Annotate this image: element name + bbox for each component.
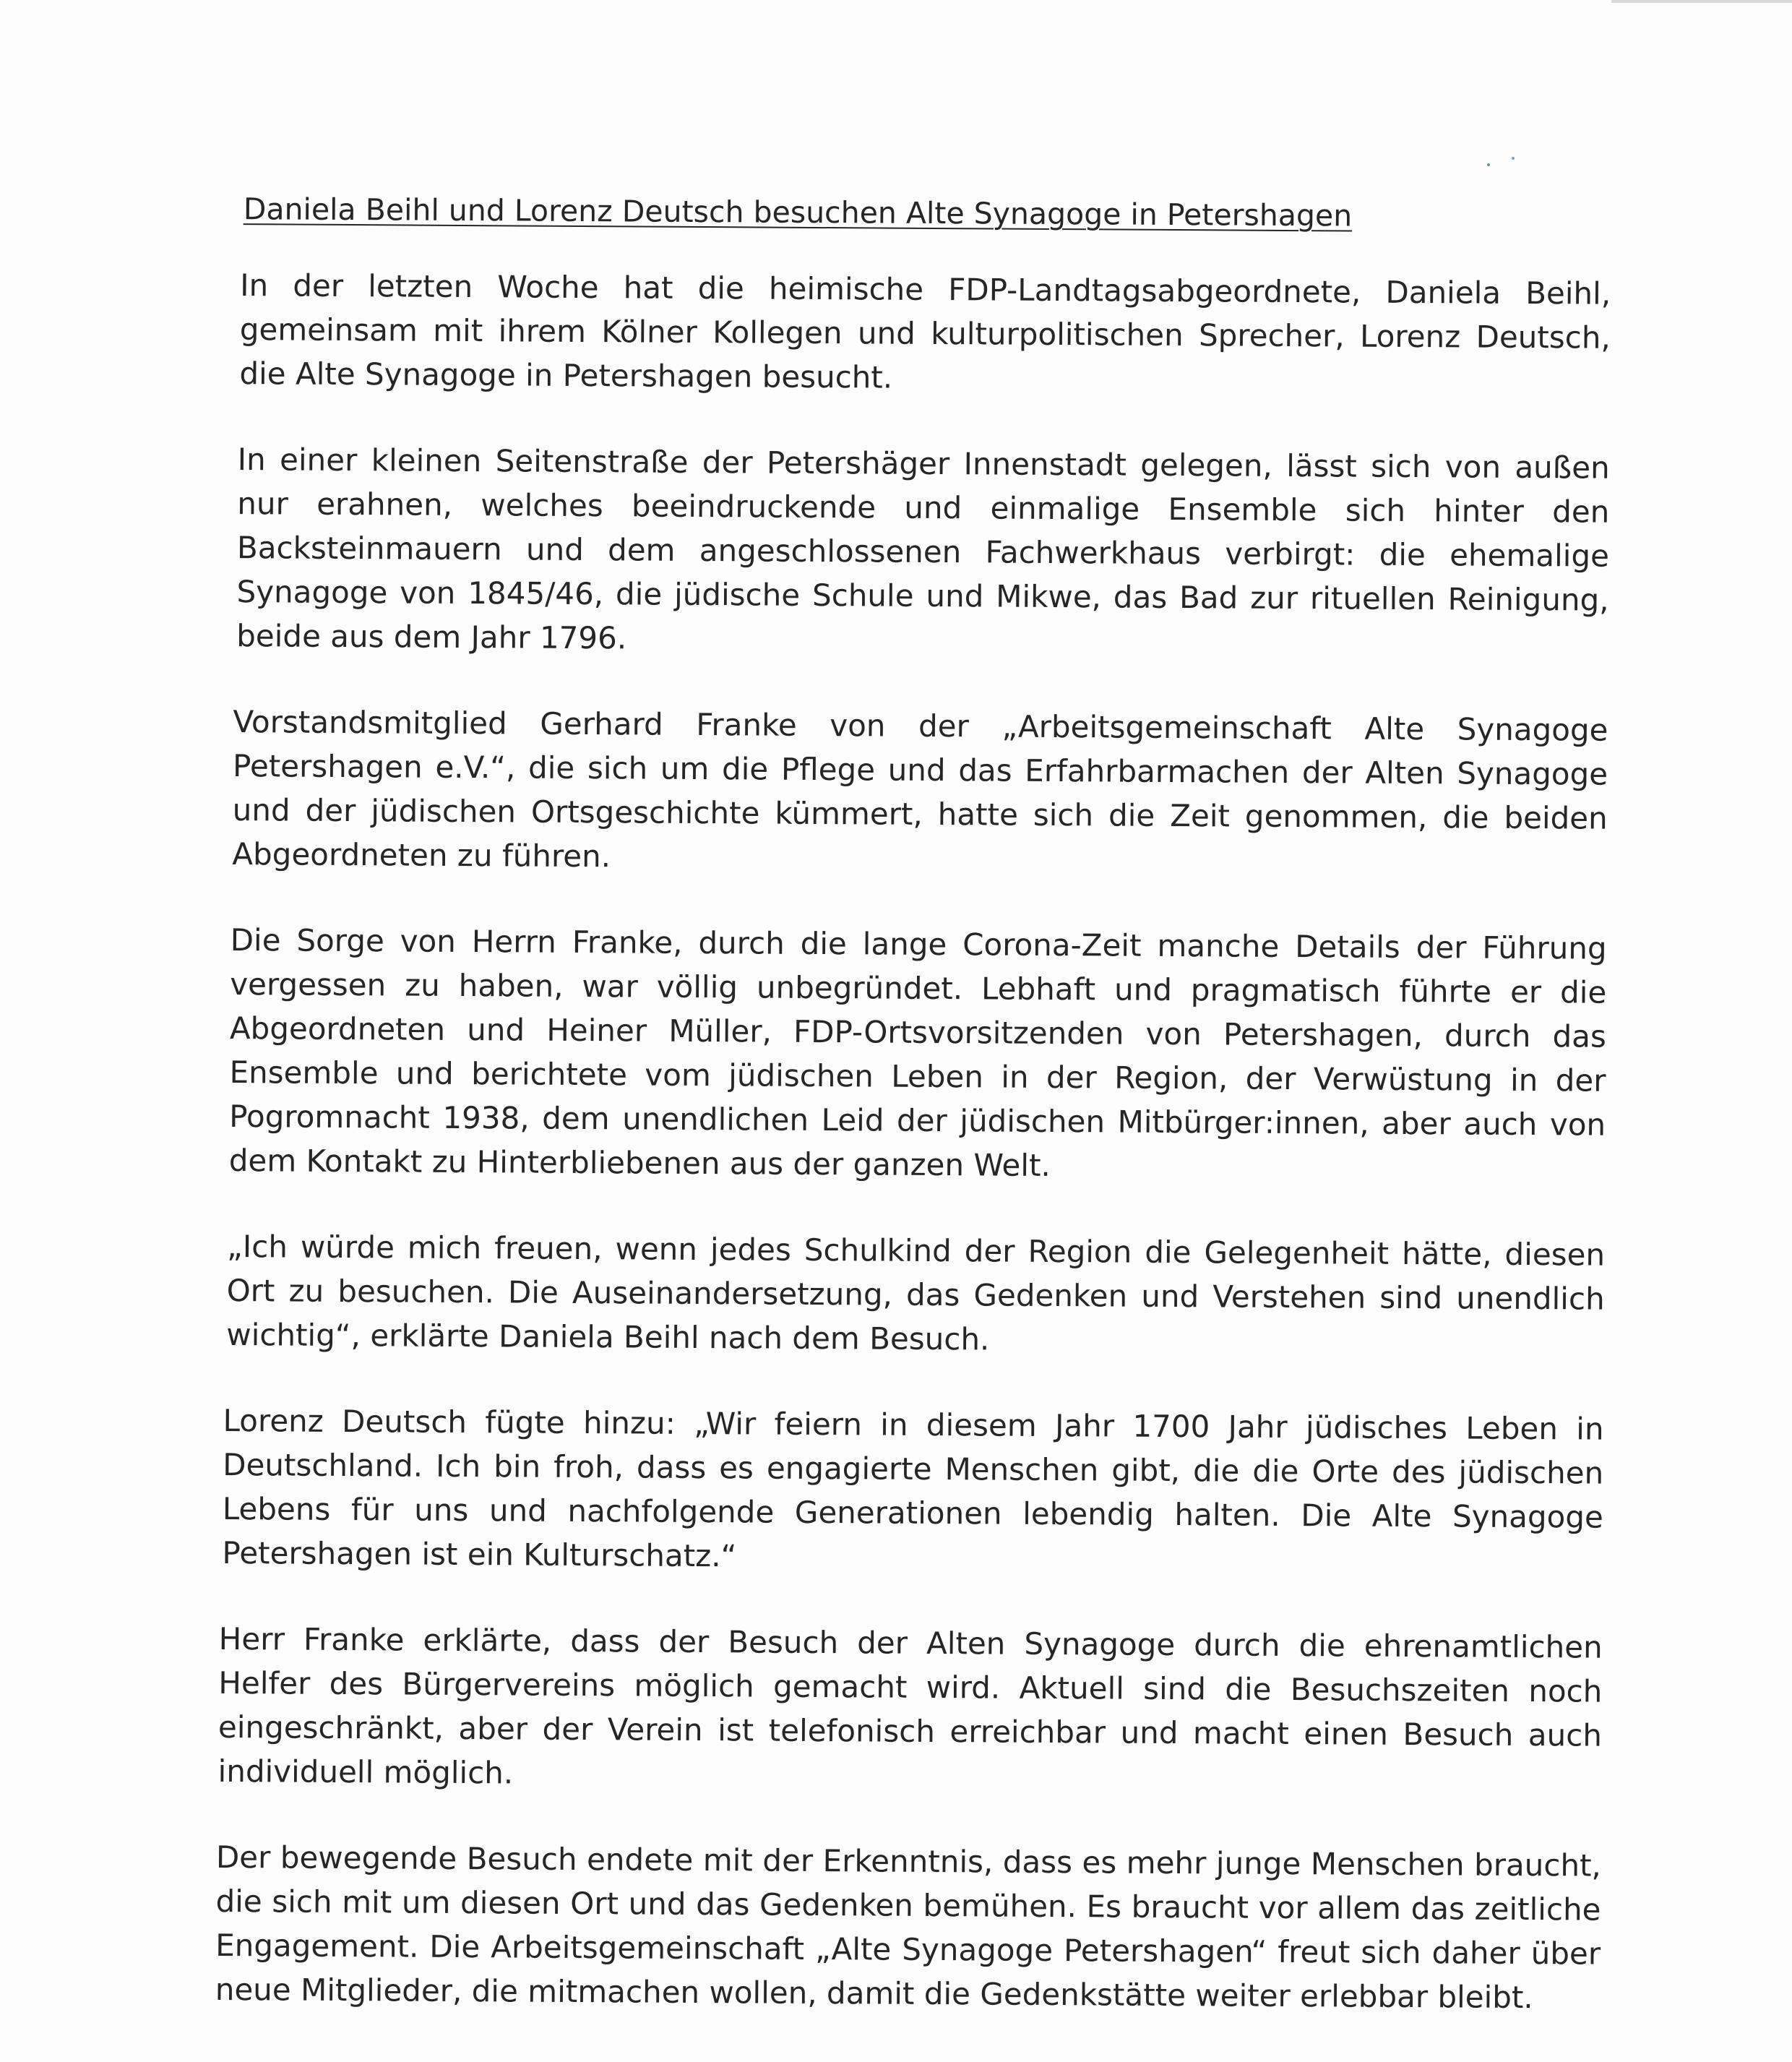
- paragraph-5: „Ich würde mich freuen, wenn jedes Schulkind der Region die Gelegenheit hätte, diesen Ort zu besuchen. Die Auseinandersetzung, das Gedenken und Verstehen sind unendlich wichtig“, erklärte Daniela Beihl nach dem Besuch.: [226, 1229, 1606, 1357]
- paragraph-3: Vorstandsmitglied Gerhard Franke von der „Arbeitsgemeinschaft Alte Synagoge Petershagen e.V.“, die sich um die Pflege und das Erfahrbarmachen der Alten Synagoge und der jüdischen Ortsgeschichte kümmert, hatte sich die Zeit genommen, die beiden Abgeordneten zu führen.: [232, 704, 1608, 875]
- scan-speck: [1512, 157, 1515, 160]
- document-body: [216, 189, 1611, 2062]
- paragraph-6: Lorenz Deutsch fügte hinzu: „Wir feiern in diesem Jahr 1700 Jahr jüdisches Leben in Deutschland. Ich bin froh, dass es engagierte Menschen gibt, die die Orte des jüdischen Lebens für uns und nachfolgende Generationen lebendig halten. Die Alte Synagoge Petershagen ist ein Kulturschatz.“: [222, 1402, 1604, 1574]
- paragraph-4: Die Sorge von Herrn Franke, durch die lange Corona-Zeit manche Details der Führung vergessen zu haben, war völlig unbegründet. Lebhaft und pragmatisch führte er die Abgeordneten und Heiner Müller, FDP-Ortsvorsitzenden von Petershagen, durch das Ensemble und berichtete vom jüdischen Leben in der Region, der Verwüstung in der Pogromnacht 1938, dem unendlichen Leid der jüdischen Mitbürger:innen, aber auch von dem Kontakt zu Hinterbliebenen aus der ganzen Welt.: [228, 922, 1607, 1183]
- scan-speck: [1487, 163, 1490, 166]
- paragraph-8: Der bewegende Besuch endete mit der Erkenntnis, dass es mehr junge Menschen braucht, die sich mit um diesen Ort und das Gedenken bemühen. Es braucht vor allem das zeitliche Engagement. Die Arbeitsgemeinschaft „Alte Synagoge Petershagen“ freut sich daher über neue Mitglieder, die mitmachen wollen, damit die Gedenkstätte weiter erlebbar bleibt.: [215, 1839, 1602, 2016]
- paragraph-7: Herr Franke erklärte, dass der Besuch der Alten Synagoge durch die ehrenamtlichen Helfer des Bürgervereins möglich gemacht wird. Aktuell sind die Besuchszeiten noch eingeschränkt, aber der Verein ist telefonisch erreichbar und macht einen Besuch auch individuell möglich.: [217, 1620, 1603, 1791]
- paragraph-2: In einer kleinen Seitenstraße der Petershäger Innenstadt gelegen, lässt sich von außen nur erahnen, welches beeindruckende und einmalige Ensemble sich hinter den Backsteinmauern und dem angeschlossenen Fachwerkhaus verbirgt: die ehemalige Synagoge von 1845/46, die jüdische Schule und Mikwe, das Bad zur rituellen Reinigung, beide aus dem Jahr 1796.: [236, 442, 1610, 656]
- scan-edge: [1611, 0, 1792, 3]
- document-title: Daniela Beihl und Lorenz Deutsch besuchen Alte Synagoge in Petershagen: [243, 192, 1353, 233]
- paragraph-1: In der letzten Woche hat die heimische FDP-Landtagsabgeordnete, Daniela Beihl, gemeinsam mit ihrem Kölner Kollegen und kulturpolitischen Sprecher, Lorenz Deutsch, die Alte Synagoge in Petershagen besucht.: [239, 267, 1611, 395]
